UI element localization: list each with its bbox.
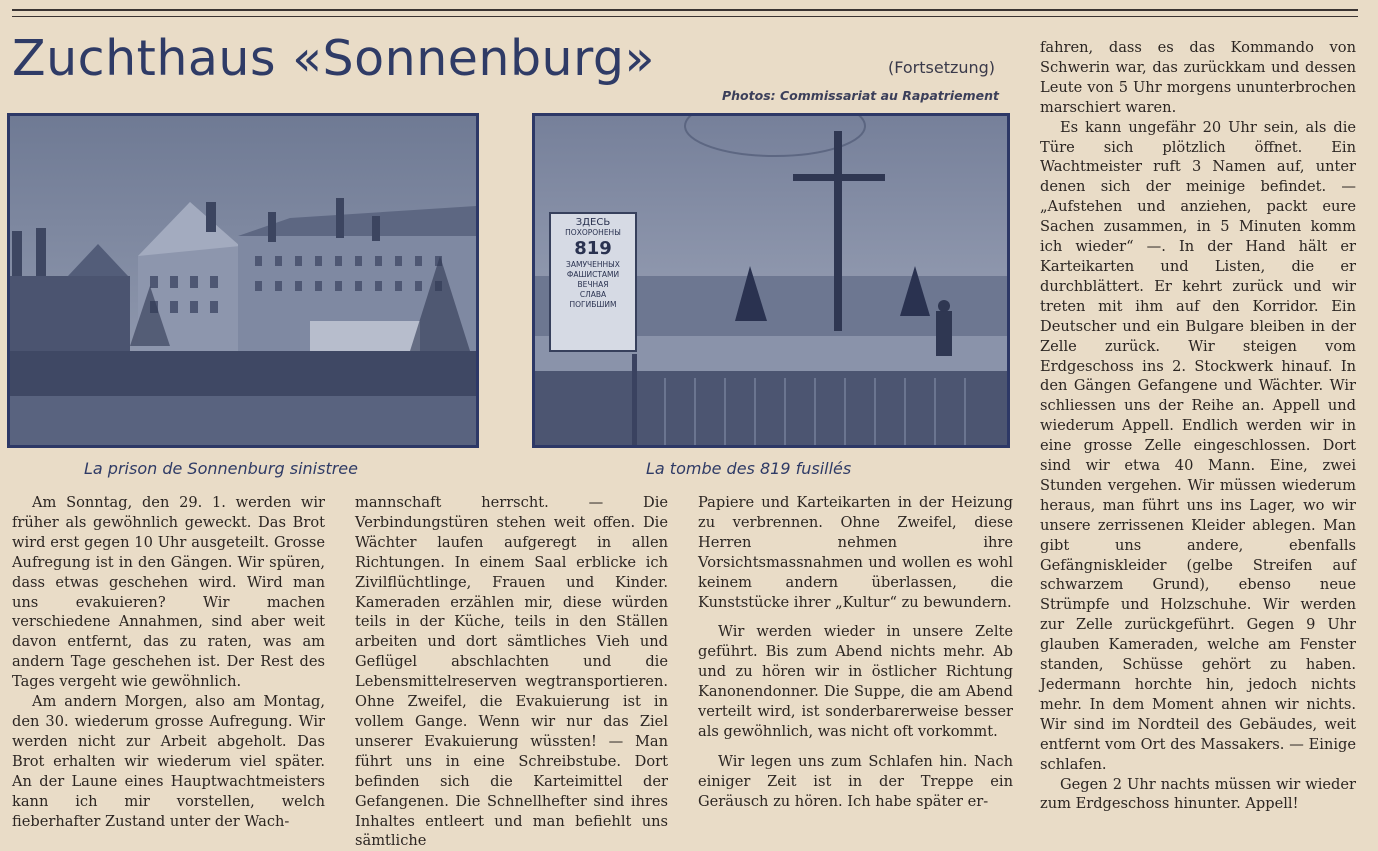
article-title: Zuchthaus «Sonnenburg» [12,30,655,87]
paragraph: Am Sonntag, den 29. 1. werden wir früher als gewöhnlich geweckt. Das Brot wird erst gegen 10 Uhr ausgeteilt. Grosse Aufregung ist in den Gängen. Wir spüren, dass etwas geschehen wird. Wird man uns evakuieren? Wir machen verschiedene Annahmen, sind aber weit davon entfernt, das zu raten, was am andern Tage geschehen ist. Der Rest des Tages vergeht wie gewöhnlich. [12,494,325,691]
paragraph: Papiere und Karteikarten in der Heizung zu verbrennen. Ohne Zweifel, diese Herren nehmen ihre Vorsichtsmassnahmen und wollen es wohl keinem andern überlassen, die Kunststücke ihrer „Kultur“ zu bewundern. [698,494,1013,611]
sign-line: ФАШИСТАМИ [566,270,620,279]
prison-photo-image [10,116,476,445]
top-rule-2 [12,16,1358,17]
paragraph: fahren, dass es das Kommando von Schwerin war, das zurückkam und dessen Leute von 5 Uhr morgens ununterbrochen marschiert waren. [1040,39,1356,116]
prison-photo [7,113,479,448]
sign-number: 819 [574,238,612,259]
grave-sign [549,212,637,352]
sign-line: ПОГИБШИМ [569,300,617,309]
text-column-2 [355,493,668,851]
grave-photo-caption: La tombe des 819 fusillés [646,459,852,478]
sign-line: СЛАВА [579,290,607,299]
grave-photo [532,113,1010,448]
text-column-3 [698,493,1013,812]
continuation-label: (Fortsetzung) [888,58,996,77]
sign-line: ЗДЕСЬ [575,217,611,228]
paragraph: Es kann ungefähr 20 Uhr sein, als die Türe sich plötzlich öffnet. Ein Wachtmeister ruft 3 Namen auf, unter denen sich der meinige befindet. — „Aufstehen und anziehen, packt eure Sachen zusammen, in 5 Minuten komm ich wieder“ —. In der Hand hält er Karteikarten und Listen, die er durchblättert. Er kehrt zurück und wir treten mit ihm auf den Korridor. Ein Deutscher und ein Bulgare bleiben in der Zelle zurück. Wir steigen vom Erdgeschoss ins 2. Stockwerk hinauf. In den Gängen Gefangene und Wächter. Wir schliessen uns der Reihe an. Appell und wiederum Appell. Endlich werden wir in eine grosse Zelle eingeschlossen. Dort sind wir etwa 40 Mann. Eine, zwei Stunden vergehen. Wir müssen wiederum heraus, man führt uns ins Lager, wo wir unsere zerrissenen Kleider ablegen. Man gibt uns andere, ebenfalls Gefängniskleider (gelbe Streifen auf schwarzem Grund), ebenso neue Strümpfe und Holzschuhe. Wir werden zur Zelle zurückgeführt. Gegen 9 Uhr glauben Kameraden, welche am Fenster standen, Schüsse gehört zu haben. Jedermann horchte hin, jedoch nichts mehr. In dem Moment ahnen wir nichts. Wir sind im Nordteil des Gebäudes, weit entfernt vom Ort des Massakers. — Einige schlafen. [1040,118,1356,773]
photo-credit: Photos: Commissariat au Rapatriement [722,88,1000,103]
prison-photo-caption: La prison de Sonnenburg sinistree [84,459,358,478]
sign-line: ЗАМУЧЕННЫХ [566,260,620,269]
sign-line: ВЕЧНАЯ [577,280,609,289]
paragraph: mannschaft herrscht. — Die Verbindungstüren stehen weit offen. Die Wächter laufen aufgeregt in allen Richtungen. In einem Saal erblicke ich Zivilflüchtlinge, Frauen und Kinder. Kameraden erzählen mir, diese würden teils in der Küche, teils in den Ställen arbeiten und dort sämtliches Vieh und Geflügel abschlachten und die Lebensmittelreserven wegtransportieren. Ohne Zweifel, die Evakuierung ist in vollem Gange. Wenn wir nur das Ziel unserer Evakuierung wüssten! — Man führt uns in eine Schreibstube. Dort befinden sich die Karteimittel der Gefangenen. Die Schnellhefter sind ihres Inhaltes entleert und man befiehlt uns sämtliche [355,494,668,850]
text-column-4 [1040,38,1356,814]
sign-line: ПОХОРОНЕНЫ [565,228,621,237]
paragraph: Gegen 2 Uhr nachts müssen wir wieder zum Erdgeschoss hinunter. Appell! [1040,775,1356,813]
paragraph: Wir werden wieder in unsere Zelte geführt. Bis zum Abend nichts mehr. Ab und zu hören wir in östlicher Richtung Kanonendonner. Die Suppe, die am Abend verteilt wird, ist sonderbarerweise besser als gewöhnlich, was nicht oft vorkommt. [698,623,1013,740]
paragraph: Wir legen uns zum Schlafen hin. Nach einiger Zeit ist in der Treppe ein Geräusch zu hören. Ich habe später er- [698,752,1013,810]
paragraph: Am andern Morgen, also am Montag, den 30. wiederum grosse Aufregung. Wir werden nicht zur Arbeit abgeholt. Das Brot erhalten wir wiederum viel später. An der Laune eines Hauptwachtmeisters kann ich mir vorstellen, welch fieberhafter Zustand unter der Wach- [12,693,325,830]
text-column-1 [12,493,325,831]
top-rule [12,9,1358,11]
